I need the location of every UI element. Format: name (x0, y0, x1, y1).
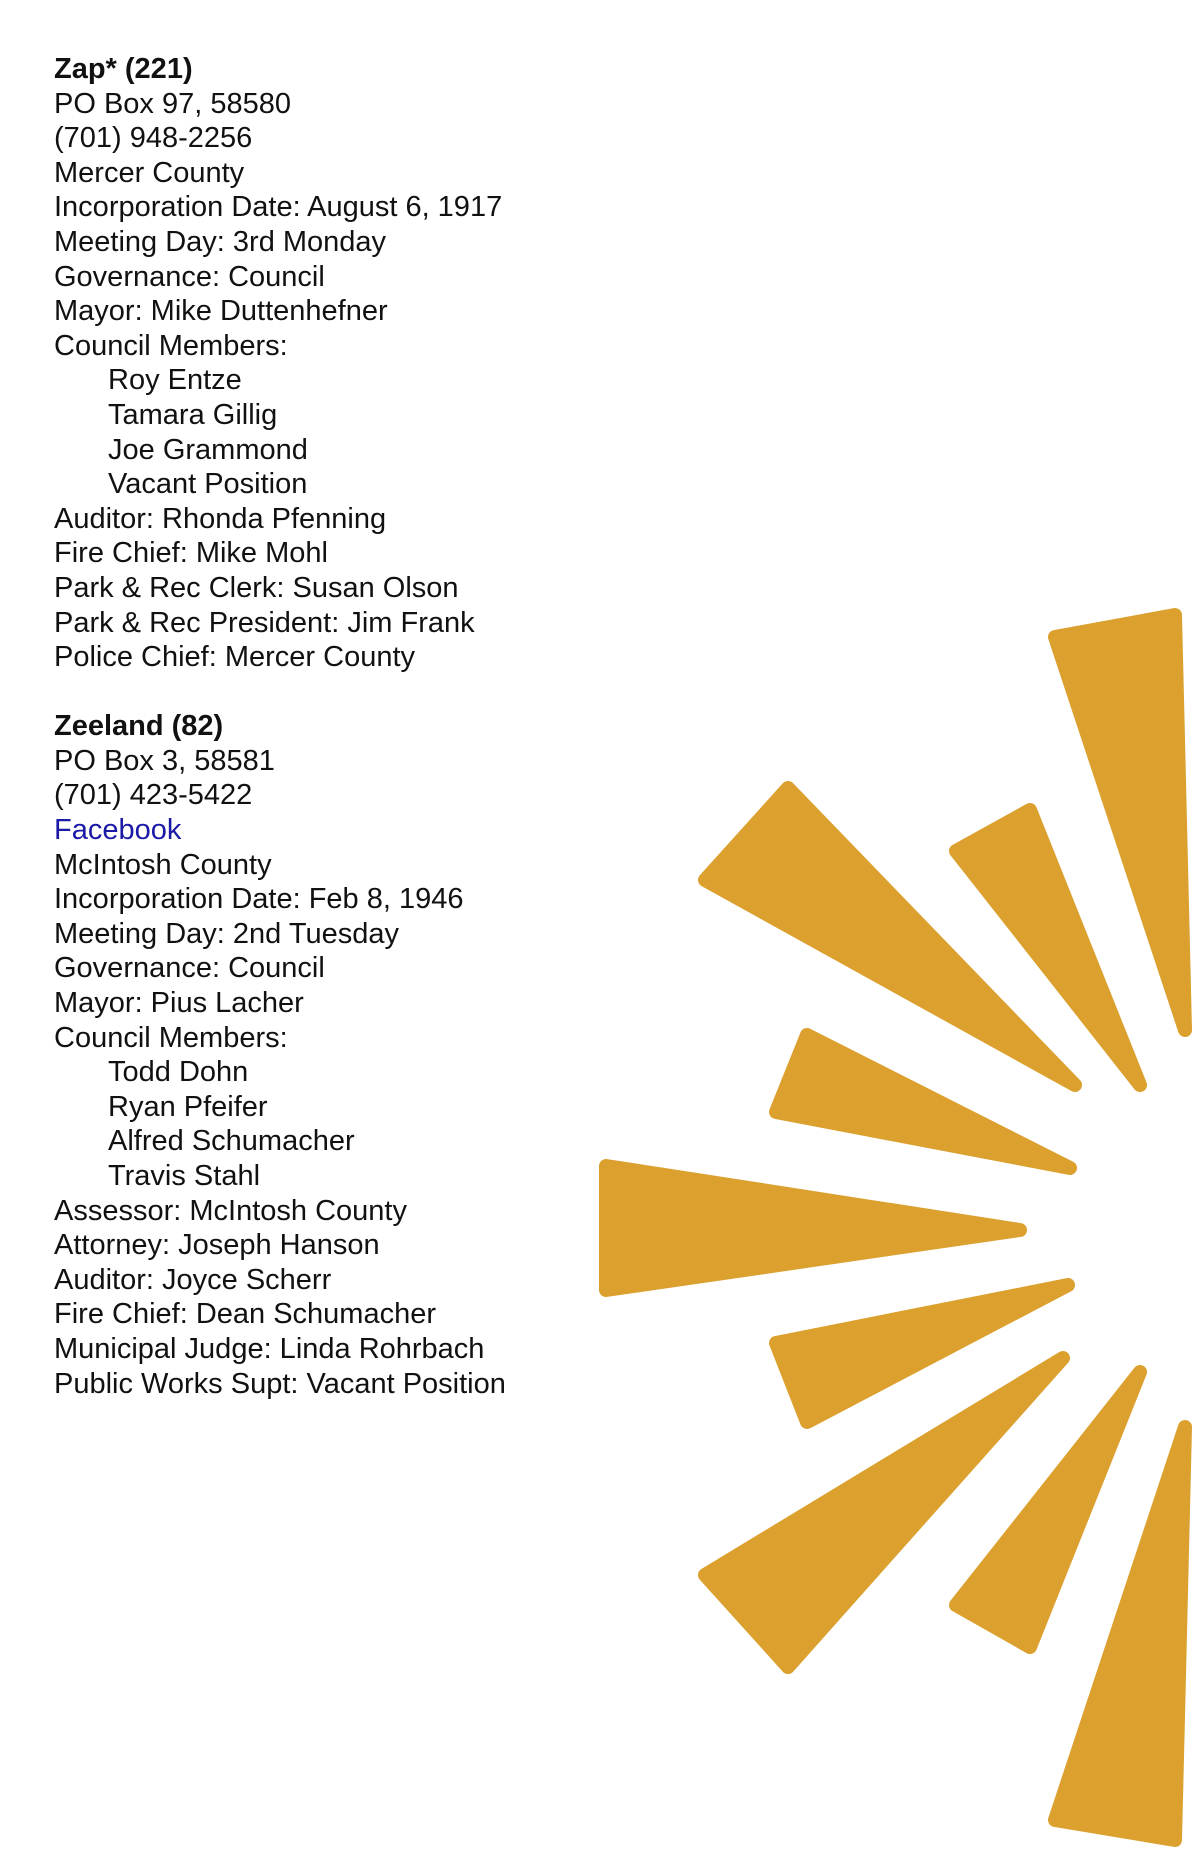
entry-council-heading: Council Members: (54, 329, 288, 362)
official: Public Works Supt: Vacant Position (54, 1367, 506, 1400)
sunburst-ray (956, 810, 1140, 1085)
entry-mayor: Mayor: Mike Duttenhefner (54, 295, 388, 328)
council-member: Travis Stahl (108, 1160, 261, 1192)
entry-incorporation: Incorporation Date: Feb 8, 1946 (54, 883, 464, 916)
entry-governance: Governance: Council (54, 952, 325, 985)
council-member: Ryan Pfeifer (108, 1090, 268, 1123)
entry-incorporation: Incorporation Date: August 6, 1917 (54, 191, 503, 224)
council-member: Alfred Schumacher (108, 1125, 355, 1158)
official: Auditor: Rhonda Pfenning (54, 502, 387, 535)
official: Park & Rec President: Jim Frank (54, 606, 475, 639)
council-member: Tamara Gillig (108, 398, 278, 431)
council-member: Todd Dohn (108, 1056, 249, 1089)
official: Fire Chief: Mike Mohl (54, 537, 328, 570)
official: Fire Chief: Dean Schumacher (54, 1298, 436, 1331)
entry-title: Zeeland (82) (54, 710, 224, 743)
entry-zeeland (54, 709, 614, 1401)
council-member: Joe Grammond (108, 433, 308, 466)
entry-meeting-day: Meeting Day: 2nd Tuesday (54, 917, 399, 950)
entry-phone: (701) 948-2256 (54, 122, 253, 155)
official: Park & Rec Clerk: Susan Olson (54, 571, 459, 604)
official: Assessor: McIntosh County (54, 1194, 407, 1227)
entry-mayor: Mayor: Pius Lacher (54, 987, 304, 1020)
entry-title: Zap* (221) (54, 53, 193, 85)
entry-meeting-day: Meeting Day: 3rd Monday (54, 225, 387, 258)
entry-address: PO Box 97, 58580 (54, 87, 291, 120)
sunburst-ray (606, 1166, 1020, 1290)
entry-governance: Governance: Council (54, 260, 325, 293)
official: Auditor: Joyce Scherr (54, 1263, 332, 1296)
council-member: Roy Entze (108, 364, 242, 397)
directory-entries (54, 52, 614, 1436)
entry-council-heading: Council Members: (54, 1021, 288, 1054)
facebook-link[interactable]: Facebook (54, 814, 182, 847)
entry-zap (54, 52, 614, 675)
entry-address: PO Box 3, 58581 (54, 744, 275, 777)
official: Police Chief: Mercer County (54, 641, 416, 674)
official: Attorney: Joseph Hanson (54, 1229, 380, 1262)
entry-phone: (701) 423-5422 (54, 779, 253, 812)
official: Municipal Judge: Linda Rohrbach (54, 1332, 485, 1365)
entry-county: McIntosh County (54, 848, 272, 881)
council-member: Vacant Position (108, 468, 308, 501)
entry-county: Mercer County (54, 156, 245, 189)
